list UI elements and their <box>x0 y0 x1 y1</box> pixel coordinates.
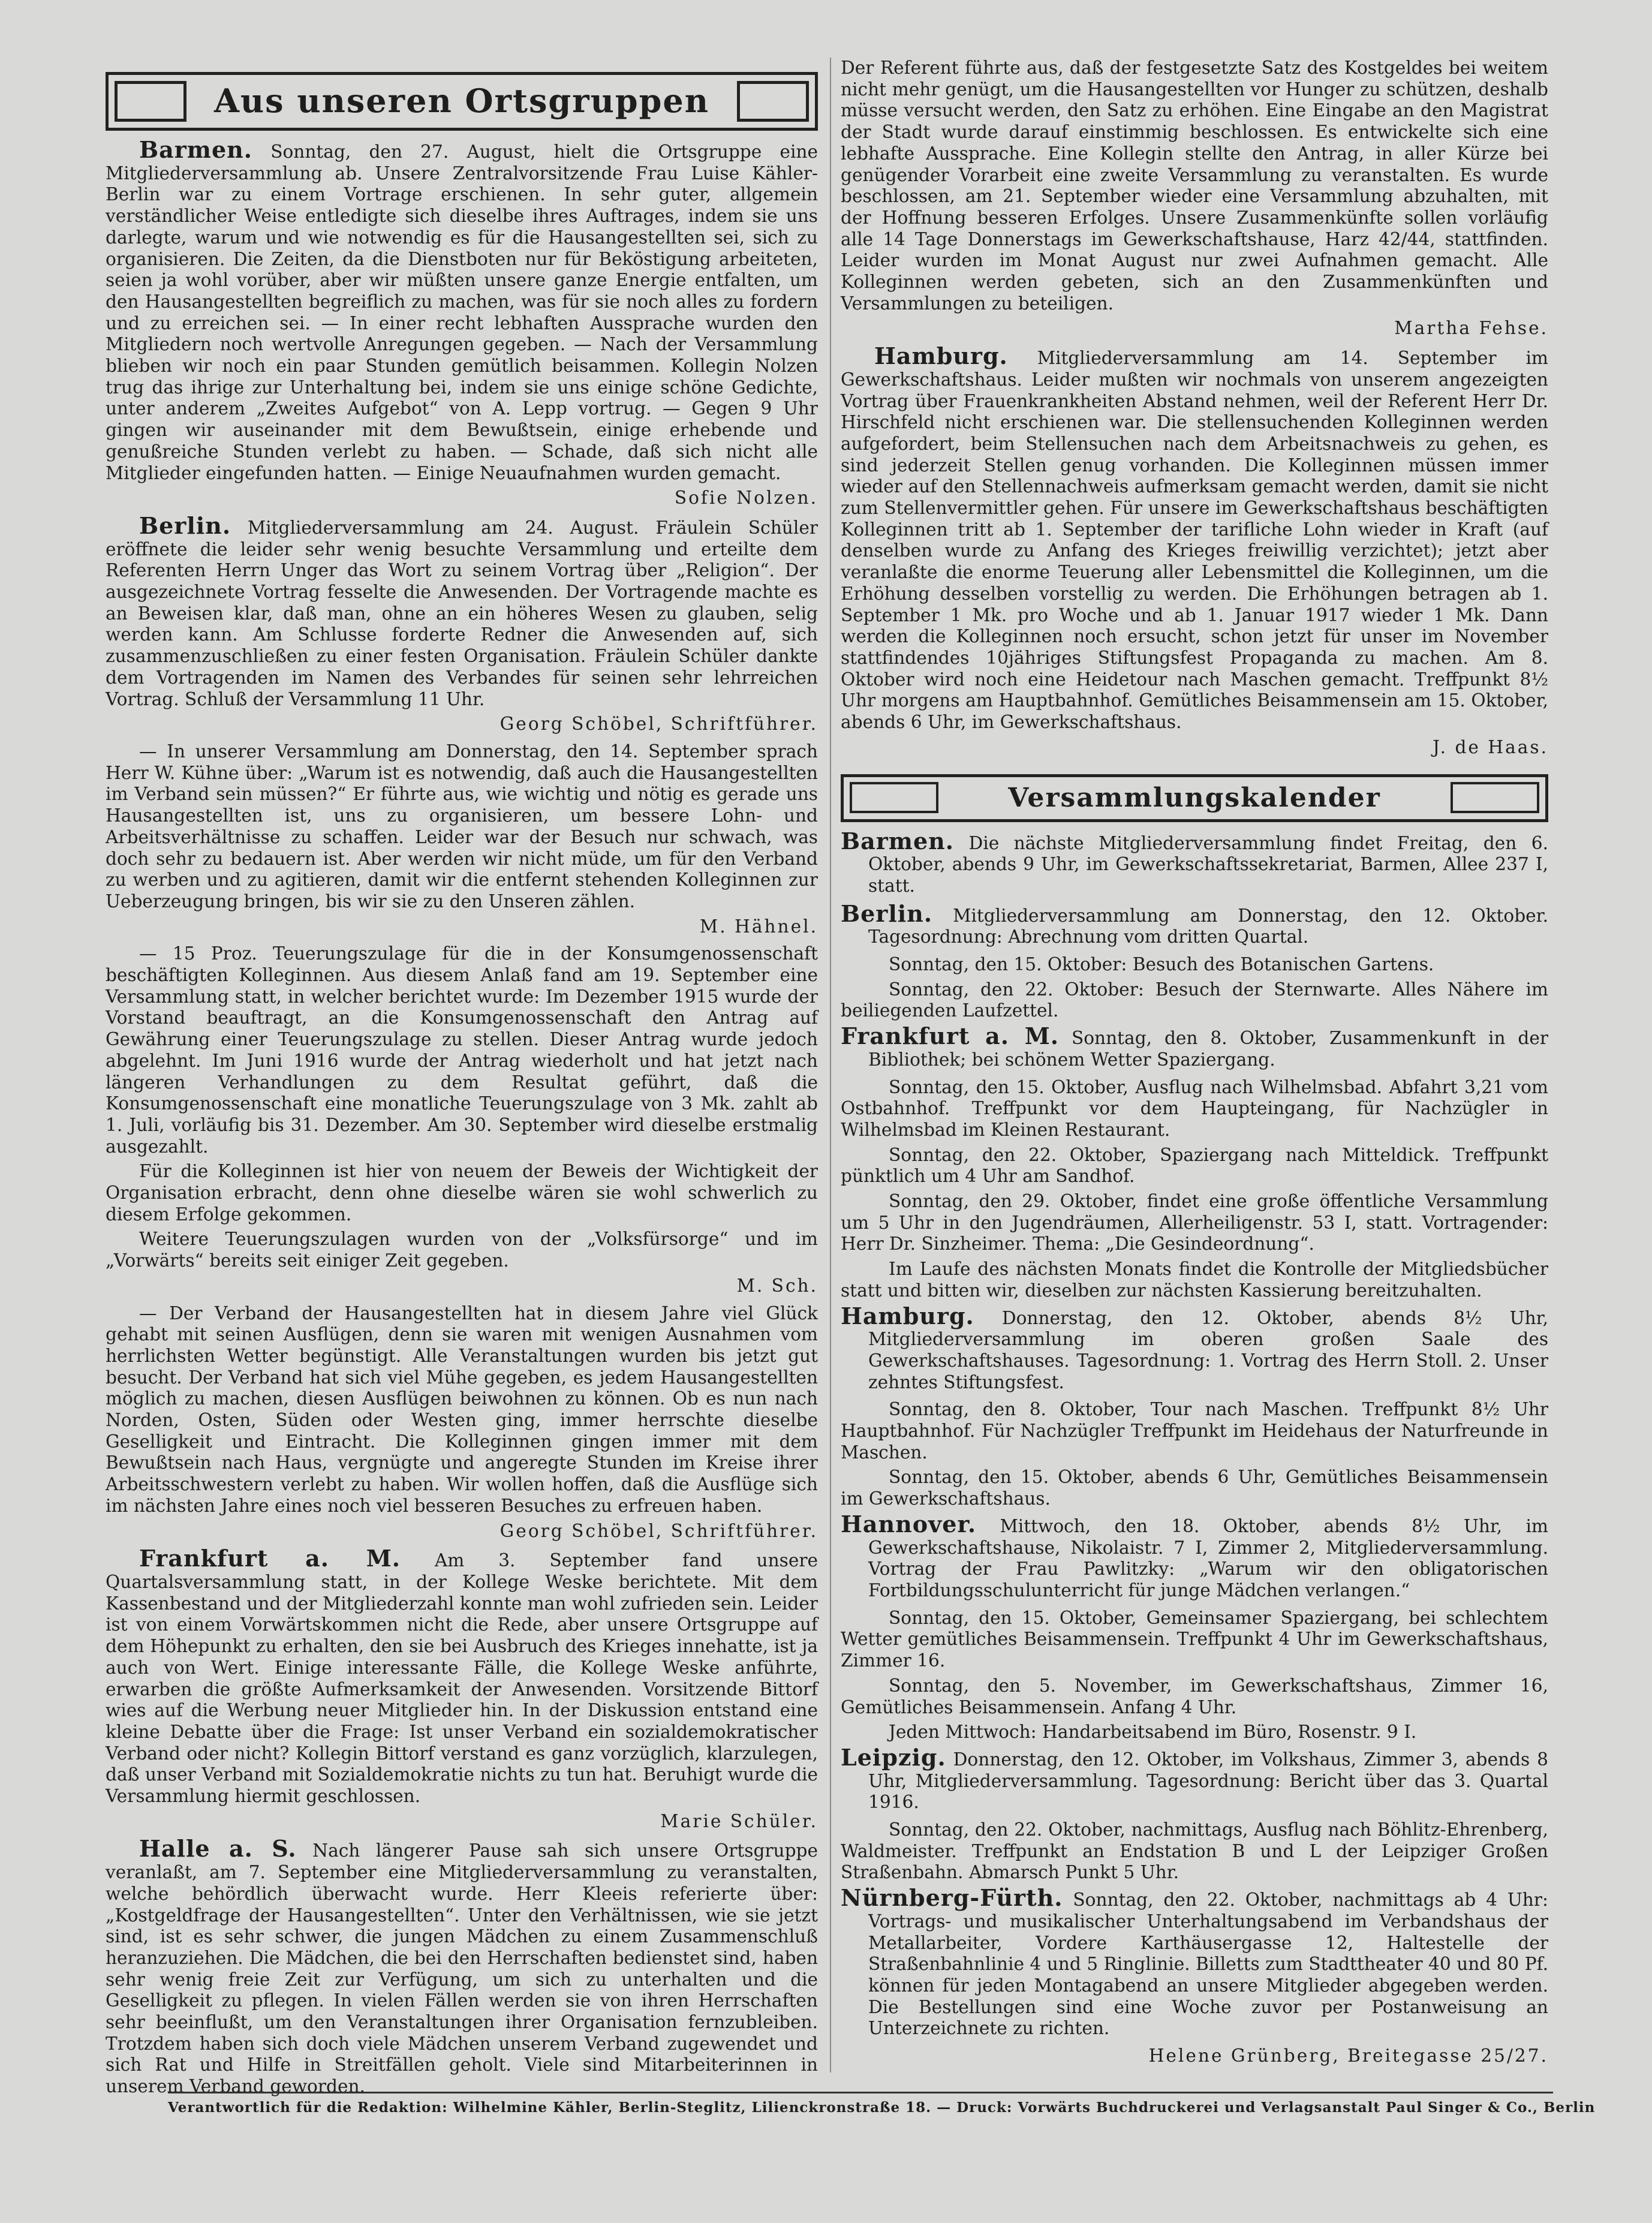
calendar-entry-berlin <box>841 900 1548 948</box>
place-name: Berlin. <box>139 512 231 539</box>
report-halle <box>106 1835 818 2097</box>
place-name: Berlin. <box>841 900 933 927</box>
calendar-subentry: Sonntag, den 15. Oktober: Besuch des Botanischen Gartens. <box>889 954 1434 975</box>
signature: Georg Schöbel, Schriftführer. <box>499 1520 818 1541</box>
report-barmen <box>106 136 818 484</box>
signature: Helene Grünberg, Breitegasse 25/27. <box>1148 2045 1548 2066</box>
calendar-subentry: Sonntag, den 8. Oktober, Tour nach Maschen. Treffpunkt 8½ Uhr Hauptbahnhof. Für Nachzügler Treffpunkt im Heidehaus der Naturfreunde in Maschen. <box>841 1399 1548 1463</box>
report-berlin-part4: Für die Kolleginnen ist hier von neuem der Beweis der Wichtigkeit der Organisation erbracht, denn ohne dieselbe wären sie wohl schwerlich zu diesem Erfolge gekommen. <box>106 1161 818 1225</box>
signature: Martha Fehse. <box>1394 318 1548 339</box>
calendar-entry-nuernberg <box>841 1884 1548 2039</box>
header-ornament-box <box>1451 782 1539 813</box>
entry-text: Donnerstag, den 12. Oktober, abends 8½ Uhr, Mitgliederversammlung im oberen großen Saale des Gewerkschaftshauses. Tagesordnung: 1. Vortrag des Herrn Stoll. 2. Unser zehntes Stiftungsfest. <box>868 1307 1548 1392</box>
signature: Marie Schüler. <box>660 1810 818 1831</box>
calendar-subentry: Sonntag, den 22. Oktober, Spaziergang nach Mitteldick. Treffpunkt pünktlich um 4 Uhr am Sandhof. <box>841 1144 1548 1187</box>
entry-text: Mittwoch, den 18. Oktober, abends 8½ Uhr, im Gewerkschaftshause, Nikolaistr. 7 I, Zimmer 2, Mitgliederversammlung. Vortrag der Frau Pawlitzky: „Warum wir den obligatorischen Fortbildungsschulunterricht für junge Mädchen verlangen.“ <box>868 1515 1548 1601</box>
calendar-entry-hannover <box>841 1510 1548 1602</box>
signature: Georg Schöbel, Schriftführer. <box>499 714 818 735</box>
entry-text: Sonntag, den 22. Oktober, nachmittags ab 4 Uhr: Vortrags- und musikalischer Unterhaltungsabend im Verbandshaus der Metallarbeiter, Vordere Karthäusergasse 12, Haltestelle der Straßenbahnlinie 4 und 5 Ringlinie. Billetts zum Stadttheater 40 und 80 Pf. können für jeden Montagabend an unsere Mitglieder abgegeben werden. Die Bestellungen sind eine Woche zuvor per Postanweisung an Unterzeichnete zu richten. <box>868 1890 1548 2039</box>
entry-text: Mitgliederversammlung am Donnerstag, den 12. Oktober. Tagesordnung: Abrechnung vom dritten Quartal. <box>868 905 1548 947</box>
report-text: Mitgliederversammlung am 14. September im Gewerkschaftshaus. Leider mußten wir nochmals von unserem angezeigten Vortrag über Frauenkrankheiten Abstand nehmen, weil der Referent Herr Dr. Hirschfeld nicht erschienen war. Die stellensuchenden Kolleginnen werden aufgefordert, beim Stellensuchen nach dem Arbeitsnachweis zu gehen, es sind jederzeit Stellen genug vorhanden. Die Kolleginnen müssen immer wieder auf den Stellennachweis aufmerksam gemacht werden, damit sie nicht zum Stellenvermittler gehen. Für unsere im Gewerkschaftshaus beschäftigten Kolleginnen tritt ab 1. September der tarifliche Lohn wieder in Kraft (auf denselben wurde zu Anfang des Krieges freiwillig verzichtet); jetzt aber veranlaßte die enorme Teuerung aller Lebensmittel die Kolleginnen, um die Erhöhung desselben vorstellig zu werden. Die Erhöhungen betragen ab 1. September 1 Mk. pro Woche und ab 1. Januar 1917 wieder 1 Mk. Dann werden die Kolleginnen noch ersucht, schon jetzt für unser im November stattfindendes 10jähriges Stiftungsfest Propaganda zu machen. Am 8. Oktober wird noch eine Heidetour nach Maschen gemacht. Treffpunkt 8½ Uhr morgens am Hauptbahnhof. Gemütliches Beisammensein am 15. Oktober, abends 6 Uhr, im Gewerkschaftshaus. <box>841 348 1548 733</box>
report-berlin-part5: Weitere Teuerungszulagen wurden von der „Volksfürsorge“ und im „Vorwärts“ bereits seit einiger Zeit gegeben. <box>106 1229 818 1271</box>
report-text: Sonntag, den 27. August, hielt die Ortsgruppe eine Mitgliederversammlung ab. Unsere Zentralvorsitzende Frau Luise Kähler-Berlin war zu einem Vortrage erschienen. In sehr guter, allgemein verständlicher Weise entledigte sich dieselbe ihres Auftrages, indem sie uns darlegte, warum und wie notwendig es für die Hausangestellten sei, sich zu organisieren. Die Zeiten, da die Dienstboten nur für Beköstigung arbeiteten, seien ja wohl vorüber, aber wir müßten unsere ganze Energie entfalten, um den Hausangestellten begreiflich zu machen, was für sie noch alles zu fordern und zu erreichen sei. — In einer recht lebhaften Aussprache wurden den Mitgliedern noch wertvolle Anregungen gegeben. — Nach der Versammlung blieben wir noch ein paar Stunden gemütlich beisammen. Kollegin Nolzen trug das ihrige zur Unterhaltung bei, indem sie uns einige schöne Gedichte, unter anderem „Zweites Aufgebot“ von A. Lepp vortrug. — Gegen 9 Uhr gingen wir auseinander mit dem Bewußtsein, einige erhebende und genußreiche Stunden verlebt zu haben. — Schade, daß sich nicht alle Mitglieder eingefunden hatten. — Einige Neuaufnahmen wurden gemacht. <box>106 142 818 483</box>
calendar-subentry: Jeden Mittwoch: Handarbeitsabend im Büro, Rosenstr. 9 I. <box>889 1722 1417 1743</box>
signature: J. de Haas. <box>1433 736 1548 757</box>
calendar-subentry: Sonntag, den 22. Oktober, nachmittags, Ausflug nach Böhlitz-Ehrenberg, Waldmeister. Treffpunkt an Endstation B und L der Leipziger Großen Straßenbahn. Abmarsch Punkt 5 Uhr. <box>841 1819 1548 1883</box>
calendar-entry-barmen <box>841 827 1548 897</box>
report-halle-continued: Der Referent führte aus, daß der festgesetzte Satz des Kostgeldes bei weitem nicht mehr genügt, um die Hausangestellten vor Hunger zu schützen, deshalb müsse versucht werden, den Satz zu erhöhen. Eine Eingabe an den Magistrat der Stadt wurde darauf einstimmig beschlossen. Es entwickelte sich eine lebhafte Aussprache. Eine Kollegin stellte den Antrag, in aller Kürze bei genügender Vorarbeit eine zweite Versammlung zu veranstalten. Es wurde beschlossen, am 21. September wieder eine Versammlung abzuhalten, mit der Hoffnung besseren Erfolges. Unsere Zusammenkünfte sollen vorläufig alle 14 Tage Donnerstags im Gewerkschaftshause, Harz 42/44, stattfinden. Leider wurden im Monat August nur zwei Aufnahmen gemacht. Alle Kolleginnen werden gebeten, sich an den Zusammenkünften und Versammlungen zu beteiligen. <box>841 58 1548 314</box>
place-name: Barmen. <box>139 136 253 163</box>
place-name: Frankfurt a. M. <box>841 1022 1060 1050</box>
section-header-kalender <box>841 774 1548 822</box>
signature: Sofie Nolzen. <box>674 488 818 509</box>
meeting-calendar <box>841 827 1548 2067</box>
calendar-subentry: Sonntag, den 15. Oktober, Gemeinsamer Spaziergang, bei schlechtem Wetter gemütliches Beisammensein. Treffpunkt 4 Uhr im Gewerkschaftshaus, Zimmer 16. <box>841 1607 1548 1671</box>
place-name: Hannover. <box>841 1510 977 1538</box>
report-text: Am 3. September fand unsere Quartalsversammlung statt, in der Kollege Weske berichtete. Mit dem Kassenbestand und der Mitgliederzahl konnte man wohl zufrieden sein. Leider ist von einem Vorwärtskommen nicht die Rede, aber unsere Ortsgruppe auf dem Höhepunkt zu erhalten, den sie bei Ausbruch des Krieges innehatte, ist ja auch von Wert. Einige interessante Fälle, die Kollege Weske anführte, erwarben die größte Aufmerksamkeit der Anwesenden. Vorsitzende Bittorf wies auf die Werbung neuer Mitglieder hin. In der Diskussion entstand eine kleine Debatte über die Frage: Ist unser Verband ein sozialdemokratischer Verband oder nicht? Kollegin Bittorf verstand es ganz vorzüglich, klarzulegen, daß unser Verband mit Sozialdemokratie nichts zu tun hat. Beruhigt wurde die Versammlung hiermit geschlossen. <box>106 1550 818 1807</box>
calendar-entry-hamburg <box>841 1302 1548 1394</box>
place-name: Frankfurt a. M. <box>139 1545 401 1572</box>
place-name: Hamburg. <box>874 342 1008 370</box>
calendar-subentry: Im Laufe des nächsten Monats findet die Kontrolle der Mitgliedsbücher statt und bitten wir, dieselben zur nächsten Kassierung bereitzuhalten. <box>841 1259 1548 1301</box>
entry-text: Sonntag, den 8. Oktober, Zusammenkunft in der Bibliothek; bei schönem Wetter Spaziergang. <box>868 1028 1548 1070</box>
report-berlin-part6: — Der Verband der Hausangestellten hat in diesem Jahre viel Glück gehabt mit seinen Ausflügen, denn sie waren mit wenigen Ausnahmen vom herrlichsten Wetter begünstigt. Alle Veranstaltungen wurden bis jetzt gut besucht. Der Verband hat sich viel Mühe gegeben, es jedem Hausangestellten möglich zu machen, diesen Ausflügen beiwohnen zu können. Ob es nun nach Norden, Osten, Süden oder Westen ging, immer herrschte dieselbe Geselligkeit und Eintracht. Die Kolleginnen gingen immer mit dem Bewußtsein nach Haus, vergnügte und angeregte Stunden im Kreise ihrer Arbeitsschwestern verlebt zu haben. Wir wollen hoffen, daß die Ausflüge sich im nächsten Jahre eines noch viel besseren Besuches zu erfreuen haben. <box>106 1302 818 1516</box>
right-column <box>841 58 1548 2073</box>
place-name: Nürnberg-Fürth. <box>841 1884 1063 1912</box>
calendar-subentry: Sonntag, den 29. Oktober, findet eine große öffentliche Versammlung um 5 Uhr in den Jugendräumen, Allerheiligenstr. 53 I, statt. Vortragender: Herr Dr. Sinzheimer. Thema: „Die Gesindeordnung“. <box>841 1191 1548 1255</box>
section-title: Versammlungskalender <box>1008 782 1381 813</box>
calendar-subentry: Sonntag, den 15. Oktober, abends 6 Uhr, Gemütliches Beisammensein im Gewerkschaftshaus. <box>841 1467 1548 1509</box>
signature: M. Sch. <box>736 1275 818 1296</box>
place-name: Barmen. <box>841 827 955 855</box>
header-ornament-box <box>115 81 186 122</box>
section-header-ortsgruppen <box>106 72 818 131</box>
imprint-footer: Verantwortlich für die Redaktion: Wilhelmine Kähler, Berlin-Steglitz, Lilienckronstraße 18. — Druck: Vorwärts Buchdruckerei und Verlagsanstalt Paul Singer & Co., Berlin <box>168 2092 1553 2116</box>
calendar-subentry: Sonntag, den 5. November, im Gewerkschaftshaus, Zimmer 16, Gemütliches Beisammensein. Anfang 4 Uhr. <box>841 1675 1548 1717</box>
place-name: Leipzig. <box>841 1743 946 1771</box>
entry-text: Donnerstag, den 12. Oktober, im Volkshaus, Zimmer 3, abends 8 Uhr, Mitgliederversammlung. Tagesordnung: Bericht über das 3. Quartal 1916. <box>868 1749 1548 1813</box>
report-text: Nach längerer Pause sah sich unsere Ortsgruppe veranlaßt, am 7. September eine Mitgliederversammlung zu veranstalten, welche behördlich überwacht wurde. Herr Kleeis referierte über: „Kostgeldfrage der Hausangestellten“. Unter den Verhältnissen, wie sie jetzt sind, ist es sehr schwer, die jungen Mädchen zu einem Zusammenschluß heranzuziehen. Die Mädchen, die bei den Herrschaften bedienstet sind, haben sehr wenig freie Zeit zur Verfügung, um sich zu unterhalten und die Geselligkeit zu pflegen. In vielen Fällen werden sie von ihren Herrschaften sehr beeinflußt, um den Veranstaltungen ihrer Organisation fernzubleiben. Trotzdem haben sich doch viele Mädchen unserem Verband zugewendet und sich Rat und Hilfe in Streitfällen geholt. Viele sind Mitarbeiterinnen in unserem Verband geworden. <box>106 1840 818 2097</box>
report-frankfurt <box>106 1545 818 1807</box>
entry-text: Die nächste Mitgliederversammlung findet Freitag, den 6. Oktober, abends 9 Uhr, im Gewerkschaftssekretariat, Barmen, Allee 237 I, statt. <box>868 832 1548 896</box>
report-berlin <box>106 512 818 710</box>
report-berlin-part3: — 15 Proz. Teuerungszulage für die in der Konsumgenossenschaft beschäftigten Kolleginnen. Aus diesem Anlaß fand am 19. September eine Versammlung statt, in welcher berichtet wurde: Im Dezember 1915 wurde der Vorstand beauftragt, an die Konsumgenossenschaft den Antrag auf Gewährung einer Teuerungszulage zu stellen. Dieser Antrag wurde jedoch abgelehnt. Im Juni 1916 wurde der Antrag wiederholt und hat jetzt nach längeren Verhandlungen zu dem Resultat geführt, daß die Konsumgenossenschaft eine monatliche Teuerungszulage von 3 Mk. zahlt ab 1. Juli, vorläufig bis 31. Dezember. Am 30. September wird dieselbe erstmalig ausgezahlt. <box>106 943 818 1157</box>
header-ornament-box <box>850 782 938 813</box>
left-column <box>106 58 818 2101</box>
column-divider <box>830 58 831 2072</box>
calendar-entry-leipzig <box>841 1743 1548 1813</box>
calendar-entry-frankfurt <box>841 1022 1548 1070</box>
header-ornament-box <box>737 81 809 122</box>
report-berlin-part2: — In unserer Versammlung am Donnerstag, den 14. September sprach Herr W. Kühne über: „Warum ist es notwendig, daß auch die Hausangestellten im Verband sein müssen?“ Er führte aus, wie wichtig und nötig es gerade uns Hausangestellten ist, uns zu organisieren, um bessere Lohn- und Arbeitsverhältnisse zu schaffen. Leider war der Besuch nur schwach, was doch sehr zu bedauern ist. Aber werden wir nicht müde, um für den Verband zu werben und zu agitieren, damit wir die entfernt stehenden Kolleginnen zur Ueberzeugung bringen, bis wir sie zu den Unseren zählen. <box>106 741 818 912</box>
section-title: Aus unseren Ortsgruppen <box>214 82 709 121</box>
signature: M. Hähnel. <box>699 916 818 937</box>
calendar-subentry: Sonntag, den 22. Oktober: Besuch der Sternwarte. Alles Nähere im beiliegenden Laufzettel. <box>841 979 1548 1021</box>
report-hamburg <box>841 342 1548 733</box>
place-name: Hamburg. <box>841 1302 974 1329</box>
report-text: Mitgliederversammlung am 24. August. Fräulein Schüler eröffnete die leider sehr wenig besuchte Versammlung und erteilte dem Referenten Herrn Unger das Wort zu seinem Vortrag über „Religion“. Der ausgezeichnete Vortrag fesselte die Anwesenden. Der Vortragende machte es an Beweisen klar, daß man, ohne an ein höheres Wesen zu glauben, selig werden kann. Am Schlusse forderte Redner die Anwesenden auf, sich zusammenzuschließen zu einer festen Organisation. Fräulein Schüler dankte dem Vortragenden im Namen des Verbandes für seinen sehr lehrreichen Vortrag. Schluß der Versammlung 11 Uhr. <box>106 517 818 709</box>
calendar-subentry: Sonntag, den 15. Oktober, Ausflug nach Wilhelmsbad. Abfahrt 3,21 vom Ostbahnhof. Treffpunkt vor dem Haupteingang, für Nachzügler in Wilhelmsbad im Kleinen Restaurant. <box>841 1076 1548 1140</box>
place-name: Halle a. S. <box>139 1835 297 1863</box>
